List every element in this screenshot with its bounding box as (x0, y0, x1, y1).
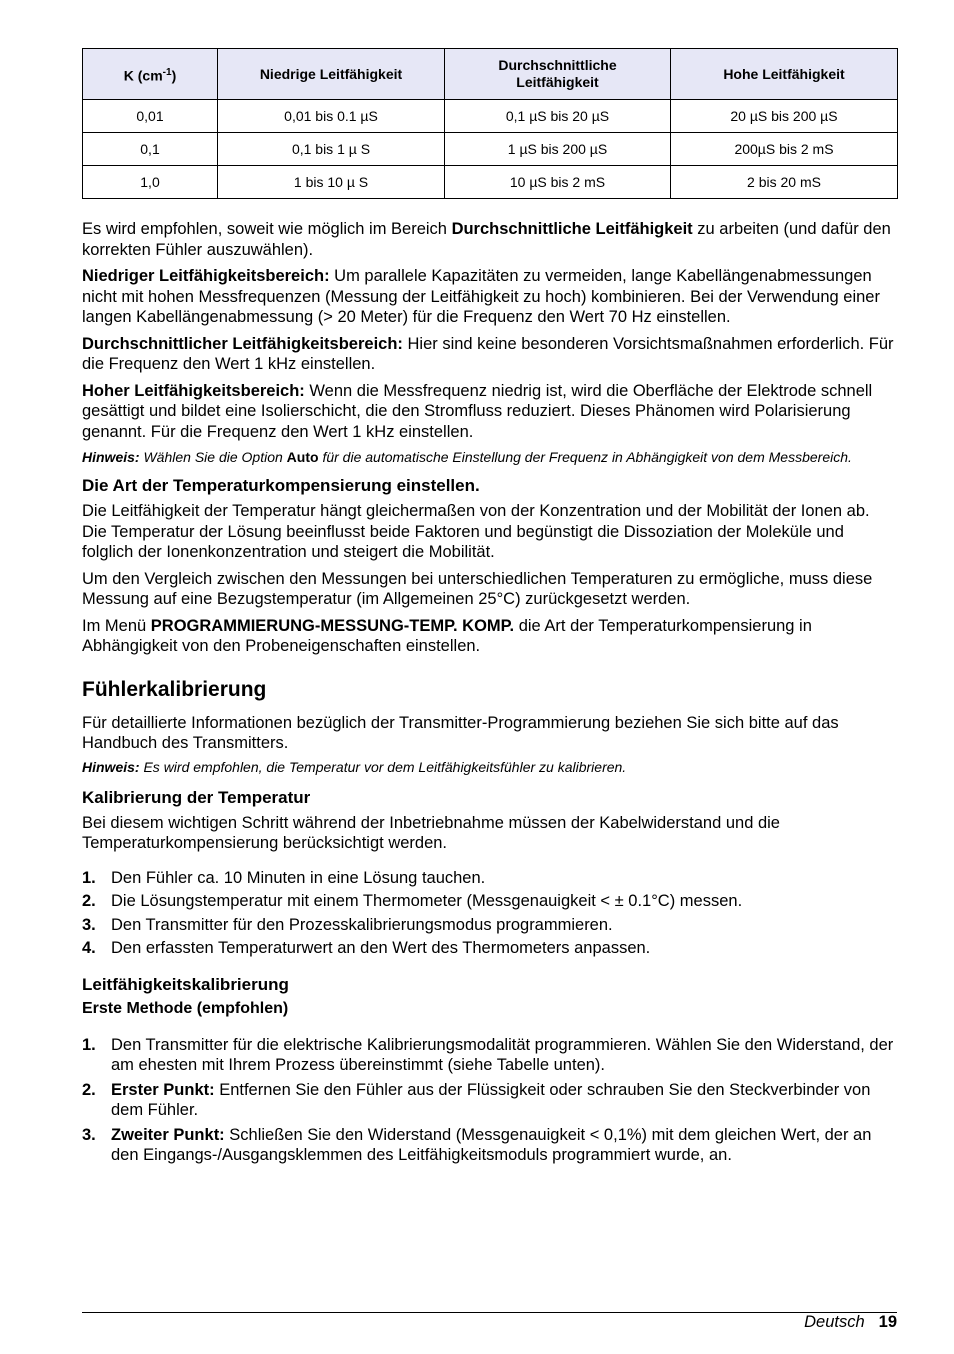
page-number: 19 (878, 1313, 897, 1331)
header-low: Niedrige Leitfähigkeit (218, 49, 445, 100)
note-frequency: Hinweis: Wählen Sie die Option Auto für die automatische Einstellung der Frequenz in Abhängigkeit von dem Messbereich. (82, 449, 852, 465)
cell-low: 0,01 bis 0.1 µS (218, 100, 445, 133)
cell-low: 1 bis 10 µ S (218, 166, 445, 199)
conductivity-range-table (82, 48, 898, 199)
high-range-paragraph: Hoher Leitfähigkeitsbereich: Wenn die Messfrequenz niedrig ist, wird die Oberfläche der Elektrode schnell gesättigt und bildet eine Isolierschicht, die den Stromfluss reduziert. Dieses Phänomen wird Polarisierung genannt. Für die Frequenz den Wert 1 kHz einstellen. (82, 381, 873, 441)
header-average: Durchschnittliche Leitfähigkeit (445, 49, 671, 100)
list-item: 3. Den Transmitter für den Prozesskalibrierungsmodus programmieren. (82, 915, 613, 934)
cond-cal-steps (82, 1035, 897, 1166)
cell-average: 10 µS bis 2 mS (445, 166, 671, 199)
list-item: 1. Den Transmitter für die elektrische Kalibrierungsmodalität programmieren. Wählen Sie den Widerstand, der am ehesten mit Ihrem Prozess übereinstimmt (siehe Tabelle unten). (82, 1035, 894, 1074)
footer-divider (82, 1312, 897, 1313)
table-row (83, 100, 898, 133)
note-calibration: Hinweis: Es wird empfohlen, die Temperatur vor dem Leitfähigkeitsfühler zu kalibrieren. (82, 758, 627, 775)
calibration-paragraph: Für detaillierte Informationen bezüglich der Transmitter-Programmierung beziehen Sie sich bitte auf das Handbuch des Transmitters. (82, 713, 839, 752)
cell-k: 1,0 (83, 166, 218, 199)
table-row (83, 166, 898, 199)
cell-average: 1 µS bis 200 µS (445, 133, 671, 166)
footer-language: Deutsch (804, 1313, 865, 1331)
cond-cal-heading: Leitfähigkeitskalibrierung (82, 974, 289, 994)
list-item: 2. Erster Punkt: Entfernen Sie den Fühler aus der Flüssigkeit oder schrauben Sie den Steckverbinder von dem Fühler. (82, 1080, 871, 1119)
low-range-paragraph: Niedriger Leitfähigkeitsbereich: Um parallele Kapazitäten zu vermeiden, lange Kabellängenabmessungen nicht mit hohen Messfrequenzen (Messung der Leitfähigkeit zu hoch) kombinieren. Bei der Verwendung einer langen Kabellängenabmessung (> 20 Meter) für die Frequenz den Wert 70 Hz einstellen. (82, 267, 880, 326)
list-item: 1. Den Fühler ca. 10 Minuten in eine Lösung tauchen. (82, 868, 486, 887)
list-item: 2. Die Lösungstemperatur mit einem Thermometer (Messgenauigkeit < ± 0.1°C) messen. (82, 892, 743, 910)
cell-average: 0,1 µS bis 20 µS (445, 100, 671, 133)
table-header-row (83, 49, 898, 100)
cell-high: 20 µS bis 200 µS (671, 100, 898, 133)
cell-high: 200µS bis 2 mS (671, 133, 898, 166)
cond-cal-subheading: Erste Methode (empfohlen) (82, 999, 289, 1017)
page-footer (804, 1312, 897, 1332)
temp-comp-paragraph-2: Um den Vergleich zwischen den Messungen bei unterschiedlichen Temperaturen zu ermögliche, muss diese Messung auf eine Bezugstemperatur (im Allgemeinen 25°C) zurückgesetzt werden. (82, 569, 873, 608)
temp-cal-steps (82, 868, 897, 959)
header-high: Hohe Leitfähigkeit (671, 49, 898, 100)
calibration-heading: Fühlerkalibrierung (82, 677, 267, 701)
list-item: 3. Zweiter Punkt: Schließen Sie den Widerstand (Messgenauigkeit < 0,1%) mit dem gleichen Wert, der an den Eingangs-/Ausgangsklemmen des Leitfähigkeitsmoduls programmiert wurde, an. (82, 1125, 872, 1164)
page-content (82, 48, 897, 1170)
cell-k: 0,01 (83, 100, 218, 133)
temp-comp-heading: Die Art der Temperaturkompensierung einstellen. (82, 476, 480, 495)
temp-cal-paragraph: Bei diesem wichtigen Schritt während der Inbetriebnahme müssen der Kabelwiderstand und die Temperaturkompensierung berücksichtigt werden. (82, 813, 780, 852)
temp-comp-paragraph-1: Die Leitfähigkeit der Temperatur hängt gleichermaßen von der Konzentration und der Mobilität der Ionen ab. Die Temperatur der Lösung beeinflusst beide Faktoren und begünstigt die Dissoziation der Moleküle und folglich der Ionenkonzentration und steigert die Mobilität. (82, 502, 870, 561)
list-item: 4. Den erfassten Temperaturwert an den Wert des Thermometers anpassen. (82, 939, 651, 957)
intro-paragraph: Es wird empfohlen, soweit wie möglich im Bereich Durchschnittliche Leitfähigkeit zu arbeiten (und dafür den korrekten Fühler auszuwählen). (82, 220, 891, 259)
cell-k: 0,1 (83, 133, 218, 166)
cell-high: 2 bis 20 mS (671, 166, 898, 199)
temp-cal-heading: Kalibrierung der Temperatur (82, 787, 311, 807)
average-range-paragraph: Durchschnittlicher Leitfähigkeitsbereich: Hier sind keine besonderen Vorsichtsmaßnahmen erforderlich. Für die Frequenz den Wert 1 kHz einstellen. (82, 334, 894, 373)
header-k: K $(cm^{-1})$ (83, 49, 218, 100)
temp-comp-paragraph-3: Im Menü PROGRAMMIERUNG-MESSUNG-TEMP. KOMP. die Art der Temperaturkompensierung in Abhängigkeit von den Probeneigenschaften einstellen. (82, 616, 812, 655)
cell-low: 0,1 bis 1 µ S (218, 133, 445, 166)
table-row (83, 133, 898, 166)
